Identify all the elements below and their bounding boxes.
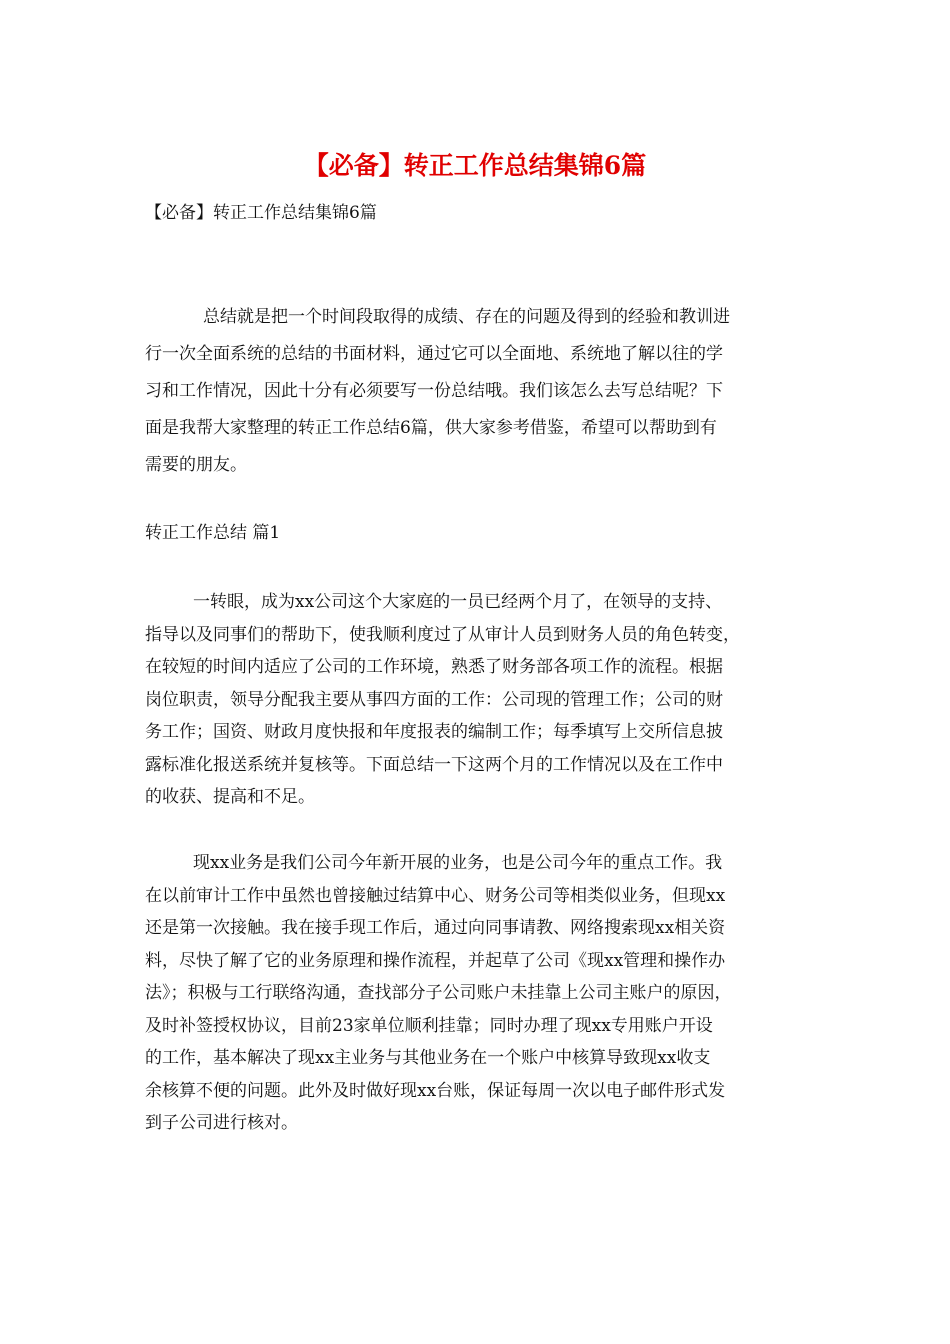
paragraph-line: 到子公司进行核对。	[145, 1113, 298, 1133]
paragraph-line: 岗位职责，领导分配我主要从事四方面的工作：公司现的管理工作；公司的财	[145, 689, 723, 710]
paragraph-line: 还是第一次接触。我在接手现工作后，通过向同事请教、网络搜索现xx相关资	[145, 918, 726, 938]
paragraph-line: 现xx业务是我们公司今年新开展的业务，也是公司今年的重点工作。我	[193, 853, 723, 873]
body-paragraph-2	[145, 847, 807, 1140]
intro-line: 行一次全面系统的总结的书面材料，通过它可以全面地、系统地了解以往的学	[145, 344, 723, 364]
paragraph-line: 料，尽快了解了它的业务原理和操作流程，并起草了公司《现xx管理和操作办	[145, 950, 726, 971]
paragraph-line: 在较短的时间内适应了公司的工作环境，熟悉了财务部各项工作的流程。根据	[145, 657, 723, 677]
paragraph-line: 及时补签授权协议，目前23家单位顺利挂靠；同时办理了现xx专用账户开设	[145, 1015, 713, 1036]
paragraph-line: 的收获、提高和不足。	[145, 787, 315, 807]
document-title: 【必备】转正工作总结集锦6篇	[303, 151, 647, 180]
paragraph-line: 露标准化报送系统并复核等。下面总结一下这两个月的工作情况以及在工作中	[145, 754, 723, 775]
intro-line: 总结就是把一个时间段取得的成绩、存在的问题及得到的经验和教训进	[203, 307, 730, 327]
paragraph-line: 法》；积极与工行联络沟通，查找部分子公司账户未挂靠上公司主账户的原因，	[145, 983, 732, 1003]
paragraph-line: 在以前审计工作中虽然也曾接触过结算中心、财务公司等相类似业务，但现xx	[145, 885, 726, 906]
document-subtitle: 【必备】转正工作总结集锦6篇	[145, 203, 377, 223]
section-heading: 转正工作总结 篇1	[145, 523, 281, 543]
paragraph-line: 务工作；国资、财政月度快报和年度报表的编制工作；每季填写上交所信息披	[145, 722, 723, 742]
body-paragraph-1	[145, 586, 807, 814]
intro-line: 习和工作情况，因此十分有必须要写一份总结哦。我们该怎么去写总结呢？下	[145, 381, 723, 401]
intro-paragraph	[145, 299, 807, 484]
paragraph-line: 的工作，基本解决了现xx主业务与其他业务在一个账户中核算导致现xx收支	[145, 1048, 711, 1068]
paragraph-line: 指导以及同事们的帮助下，使我顺利度过了从审计人员到财务人员的角色转变，	[145, 624, 740, 645]
paragraph-line: 余核算不便的问题。此外及时做好现xx台账，保证每周一次以电子邮件形式发	[145, 1080, 726, 1101]
intro-line: 需要的朋友。	[145, 455, 247, 475]
intro-line: 面是我帮大家整理的转正工作总结6篇，供大家参考借鉴，希望可以帮助到有	[145, 418, 717, 438]
paragraph-line: 一转眼，成为xx公司这个大家庭的一员已经两个月了，在领导的支持、	[193, 592, 723, 612]
